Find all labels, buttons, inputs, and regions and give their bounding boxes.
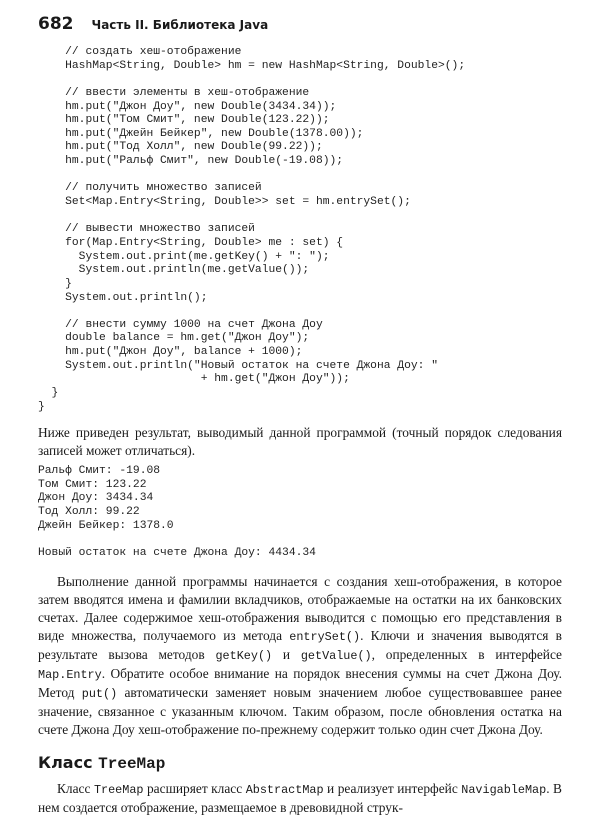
inline-code-put: put()	[81, 687, 118, 701]
output-line: Ральф Смит: -19.08	[38, 465, 161, 477]
code-line	[38, 73, 578, 87]
code-line: System.out.println();	[38, 291, 208, 304]
code-line	[38, 169, 578, 183]
page-header	[38, 14, 268, 38]
treemap-text: . В нем создается отображение, размещаемое в древовидной струк-	[38, 781, 562, 815]
explanation-text: автоматически заменяет новым значением любое существовавшее ранее значение, связанное с указанным ключом. Таким образом, после обновления остатка на счете Джона Доу хеш-отображение по-прежнему содержит только один счет Джона Доу.	[38, 685, 562, 737]
treemap-paragraph	[38, 780, 562, 817]
treemap-text: и реализует интерфейс	[323, 781, 462, 796]
code-line: // создать хеш-отображение	[38, 46, 242, 58]
intro-paragraph: Ниже приведен результат, выводимый данной программой (точный порядок следования записей может отличаться).	[38, 425, 562, 458]
section-heading-code: TreeMap	[98, 755, 166, 773]
code-listing	[38, 46, 578, 414]
code-line: for(Map.Entry<String, Double> me : set) {	[38, 236, 344, 249]
code-line: System.out.println("Новый остаток на счете Джона Доу: "	[38, 359, 438, 372]
explanation-text: и	[272, 647, 301, 662]
code-line: }	[38, 277, 72, 290]
output-line: Том Смит: 123.22	[38, 478, 147, 491]
code-line	[38, 305, 578, 319]
code-line: hm.put("Джон Доу", balance + 1000);	[38, 346, 303, 359]
output-final-line: Новый остаток на счете Джона Доу: 4434.34	[38, 547, 316, 560]
inline-code-navigablemap: NavigableMap	[461, 783, 547, 797]
code-line: hm.put("Джон Доу", new Double(3434.34));	[38, 100, 337, 113]
treemap-text: расширяет класс	[143, 781, 246, 796]
section-heading-prefix: Класс	[38, 753, 99, 772]
code-line	[38, 210, 578, 224]
running-head: Часть II. Библиотека Java	[91, 18, 269, 32]
output-line: Джейн Бейкер: 1378.0	[38, 519, 174, 532]
code-line: // внести сумму 1000 на счет Джона Доу	[38, 318, 323, 331]
code-line: hm.put("Джейн Бейкер", new Double(1378.00));	[38, 127, 364, 140]
inline-code-getvalue: getValue()	[300, 649, 372, 663]
output-blank-line	[38, 533, 578, 547]
code-line: }	[38, 387, 59, 400]
code-line: // вывести множество записей	[38, 223, 255, 236]
output-line: Джон Доу: 3434.34	[38, 492, 154, 505]
code-line: hm.put("Том Смит", new Double(123.22));	[38, 114, 330, 127]
code-line: System.out.println(me.getValue());	[38, 264, 310, 277]
inline-code-abstractmap: AbstractMap	[245, 783, 324, 797]
inline-code-treemap: TreeMap	[93, 783, 144, 797]
explanation-text: . Обратите особое внимание на порядок внесения суммы на счет Джона Доу. Метод	[38, 666, 562, 700]
explanation-paragraph	[38, 573, 562, 739]
explanation-text: Выполнение данной программы начинается с создания хеш-отображения, в которое затем вводятся имена и фамилии вкладчиков, отображаемые на остатки на их банковских счетах. Далее содержимое хеш-отображения выводится с помощью его представления в виде множества, получаемого из метода	[38, 574, 562, 643]
code-line: Set<Map.Entry<String, Double>> set = hm.entrySet();	[38, 196, 411, 209]
code-line: System.out.print(me.getKey() + ": ");	[38, 250, 330, 263]
code-line: // ввести элементы в хеш-отображение	[38, 86, 310, 99]
code-line: double balance = hm.get("Джон Доу");	[38, 332, 310, 345]
treemap-text: Класс	[57, 781, 94, 796]
inline-code-map-entry: Map.Entry	[38, 668, 102, 682]
page-number: 682	[38, 14, 74, 34]
explanation-text: , определенных в интерфейсе	[371, 647, 562, 662]
inline-code-entryset: entrySet()	[289, 630, 361, 644]
explanation-text: . Ключи и значения выводятся в результате вызова методов	[38, 628, 562, 662]
code-line: hm.put("Ральф Смит", new Double(-19.08));	[38, 155, 344, 168]
section-heading	[38, 753, 165, 773]
code-line: // получить множество записей	[38, 182, 262, 195]
inline-code-getkey: getKey()	[215, 649, 273, 663]
code-line: }	[38, 400, 45, 413]
code-line: hm.put("Тод Холл", new Double(99.22));	[38, 141, 323, 154]
code-line: HashMap<String, Double> hm = new HashMap<String, Double>();	[38, 59, 466, 72]
program-output	[38, 465, 578, 561]
code-line: + hm.get("Джон Доу"));	[38, 373, 350, 386]
output-line: Тод Холл: 99.22	[38, 506, 140, 519]
